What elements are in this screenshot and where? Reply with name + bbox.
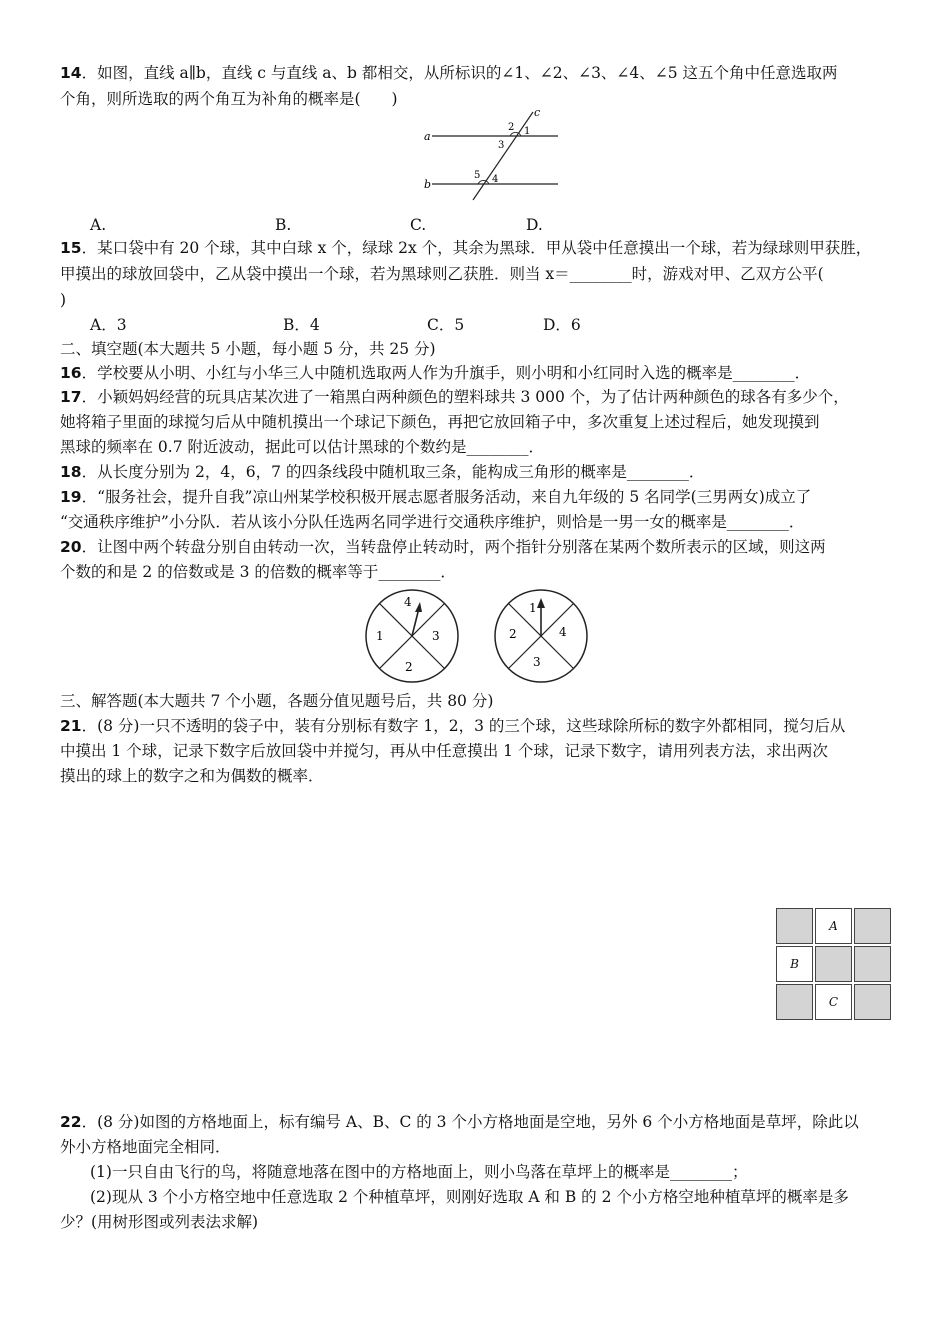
spinner-left-1: 1 — [376, 629, 384, 643]
q19-line2: “交通秩序维护”小分队．若从该小分队任选两名同学进行交通秩序维护，则恰是一男一女的概率是________． — [60, 513, 805, 531]
q20-line2: 个数的和是 2 的倍数或是 3 的倍数的概率等于________． — [60, 563, 456, 581]
q17-line1: 17．小颖妈妈经营的玩具店某次进了一箱黑白两种颜色的塑料球共 3 000 个，为了估计两种颜色的球各有多少个， — [60, 388, 849, 406]
q16-number: 16 — [60, 364, 82, 382]
q22-number: 22 — [60, 1113, 82, 1131]
q22-line1: 22．(8 分)如图的方格地面上，标有编号 A、B、C 的 3 个小方格地面是空地，另外 6 个小方格地面是草坪，除此以 — [60, 1113, 859, 1131]
grid-label-a: A — [829, 919, 838, 933]
q14-line2: 个角，则所选取的两个角互为补角的概率是( ) — [60, 90, 398, 108]
line-a-label: a — [424, 130, 431, 143]
q18-line1: 18．从长度分别为 2，4，6，7 的四条线段中随机取三条，能构成三角形的概率是________． — [60, 463, 705, 481]
grid-cell-c — [815, 984, 852, 1020]
q21-line1: 21．(8 分)一只不透明的袋子中，装有分别标有数字 1，2，3 的三个球，这些球除所标的数字外都相同，搅匀后从 — [60, 717, 846, 735]
spinner-right-1: 1 — [529, 601, 537, 615]
q22-part2-line2: 少？(用树形图或列表法求解) — [60, 1213, 259, 1231]
grid-cell-b — [776, 946, 813, 982]
q20-line1: 20．让图中两个转盘分别自由转动一次，当转盘停止转动时，两个指针分别落在某两个数所表示的区域，则这两 — [60, 538, 826, 556]
q21-number: 21 — [60, 717, 82, 735]
angle-1-label: 1 — [524, 126, 531, 137]
angle-5-label: 5 — [474, 170, 481, 181]
spinner-right-4: 4 — [559, 625, 567, 639]
q22-line2: 外小方格地面完全相同． — [60, 1138, 231, 1156]
grid-cell-lawn — [815, 946, 852, 982]
q15-line3: ) — [60, 291, 67, 309]
section-2-heading: 二、填空题(本大题共 5 小题，每小题 5 分，共 25 分) — [60, 340, 436, 358]
q17-line3: 黑球的频率在 0.7 附近波动，据此可以估计黑球的个数约是________． — [60, 438, 545, 456]
grid-cell-lawn — [854, 984, 891, 1020]
q21-line2: 中摸出 1 个球，记录下数字后放回袋中并搅匀，再从中任意摸出 1 个球，记录下数字，请用列表方法，求出两次 — [60, 742, 828, 760]
spinner-left-3: 3 — [432, 629, 440, 643]
grid-label-c: C — [828, 995, 839, 1009]
grid-cell-lawn — [854, 908, 891, 944]
angle-3-label: 3 — [498, 140, 505, 151]
q16-line1: 16．学校要从小明、小红与小华三人中随机选取两人作为升旗手，则小明和小红同时入选的概率是________． — [60, 364, 811, 382]
spinner-right — [491, 586, 591, 686]
grid-cell-a — [815, 908, 852, 944]
parallel-lines-figure — [418, 106, 568, 202]
spinner-right-2: 2 — [509, 627, 517, 641]
grid-cell-lawn — [854, 946, 891, 982]
q14-option-b: B. — [275, 216, 292, 234]
q17-number: 17 — [60, 388, 82, 406]
spinner-right-3: 3 — [533, 655, 541, 669]
spinner-left-4: 4 — [404, 595, 412, 609]
q19-number: 19 — [60, 488, 82, 506]
q14-option-d: D. — [526, 216, 543, 234]
q21-line3: 摸出的球上的数字之和为偶数的概率． — [60, 767, 324, 785]
spinner-left-2: 2 — [405, 660, 413, 674]
q15-option-c: C．5 — [427, 316, 465, 334]
grid-label-b: B — [790, 957, 799, 971]
q20-number: 20 — [60, 538, 82, 556]
q14-option-a: A. — [90, 216, 107, 234]
q18-number: 18 — [60, 463, 82, 481]
angle-2-label: 2 — [508, 122, 515, 133]
angle-4-label: 4 — [492, 174, 499, 185]
line-c-label: c — [534, 106, 541, 119]
q19-line1: 19．“服务社会，提升自我”凉山州某学校积极开展志愿者服务活动，来自九年级的 5 名同学(三男两女)成立了 — [60, 488, 812, 506]
grid-cell-lawn — [776, 908, 813, 944]
q15-option-b: B．4 — [283, 316, 320, 334]
q15-line1: 15．某口袋中有 20 个球，其中白球 x 个，绿球 2x 个，其余为黑球．甲从袋中任意摸出一个球，若为绿球则甲获胜， — [60, 239, 872, 257]
q15-option-a: A．3 — [90, 316, 127, 334]
spinner-left — [362, 586, 462, 686]
square-grid-figure — [776, 908, 893, 1022]
q15-option-d: D．6 — [543, 316, 581, 334]
section-3-heading: 三、解答题(本大题共 7 个小题，各题分值见题号后，共 80 分) — [60, 692, 494, 710]
q14-number: 14 — [60, 64, 82, 82]
q14-option-c: C. — [410, 216, 427, 234]
q14-line1: 14．如图，直线 a∥b，直线 c 与直线 a、b 都相交，从所标识的∠1、∠2、∠3、∠4、∠5 这五个角中任意选取两 — [60, 64, 838, 82]
q15-number: 15 — [60, 239, 82, 257]
q15-line2: 甲摸出的球放回袋中，乙从袋中摸出一个球，若为黑球则乙获胜．则当 x＝________时，游戏对甲、乙双方公平( — [60, 265, 824, 283]
grid-cell-lawn — [776, 984, 813, 1020]
q17-line2: 她将箱子里面的球搅匀后从中随机摸出一个球记下颜色，再把它放回箱子中，多次重复上述过程后，她发现摸到 — [60, 413, 820, 431]
q22-part1: (1)一只自由飞行的鸟，将随意地落在图中的方格地面上，则小鸟落在草坪上的概率是________； — [90, 1163, 748, 1181]
q22-part2-line1: (2)现从 3 个小方格空地中任意选取 2 个种植草坪，则刚好选取 A 和 B 的 2 个小方格空地种植草坪的概率是多 — [90, 1188, 849, 1206]
line-b-label: b — [424, 178, 432, 191]
